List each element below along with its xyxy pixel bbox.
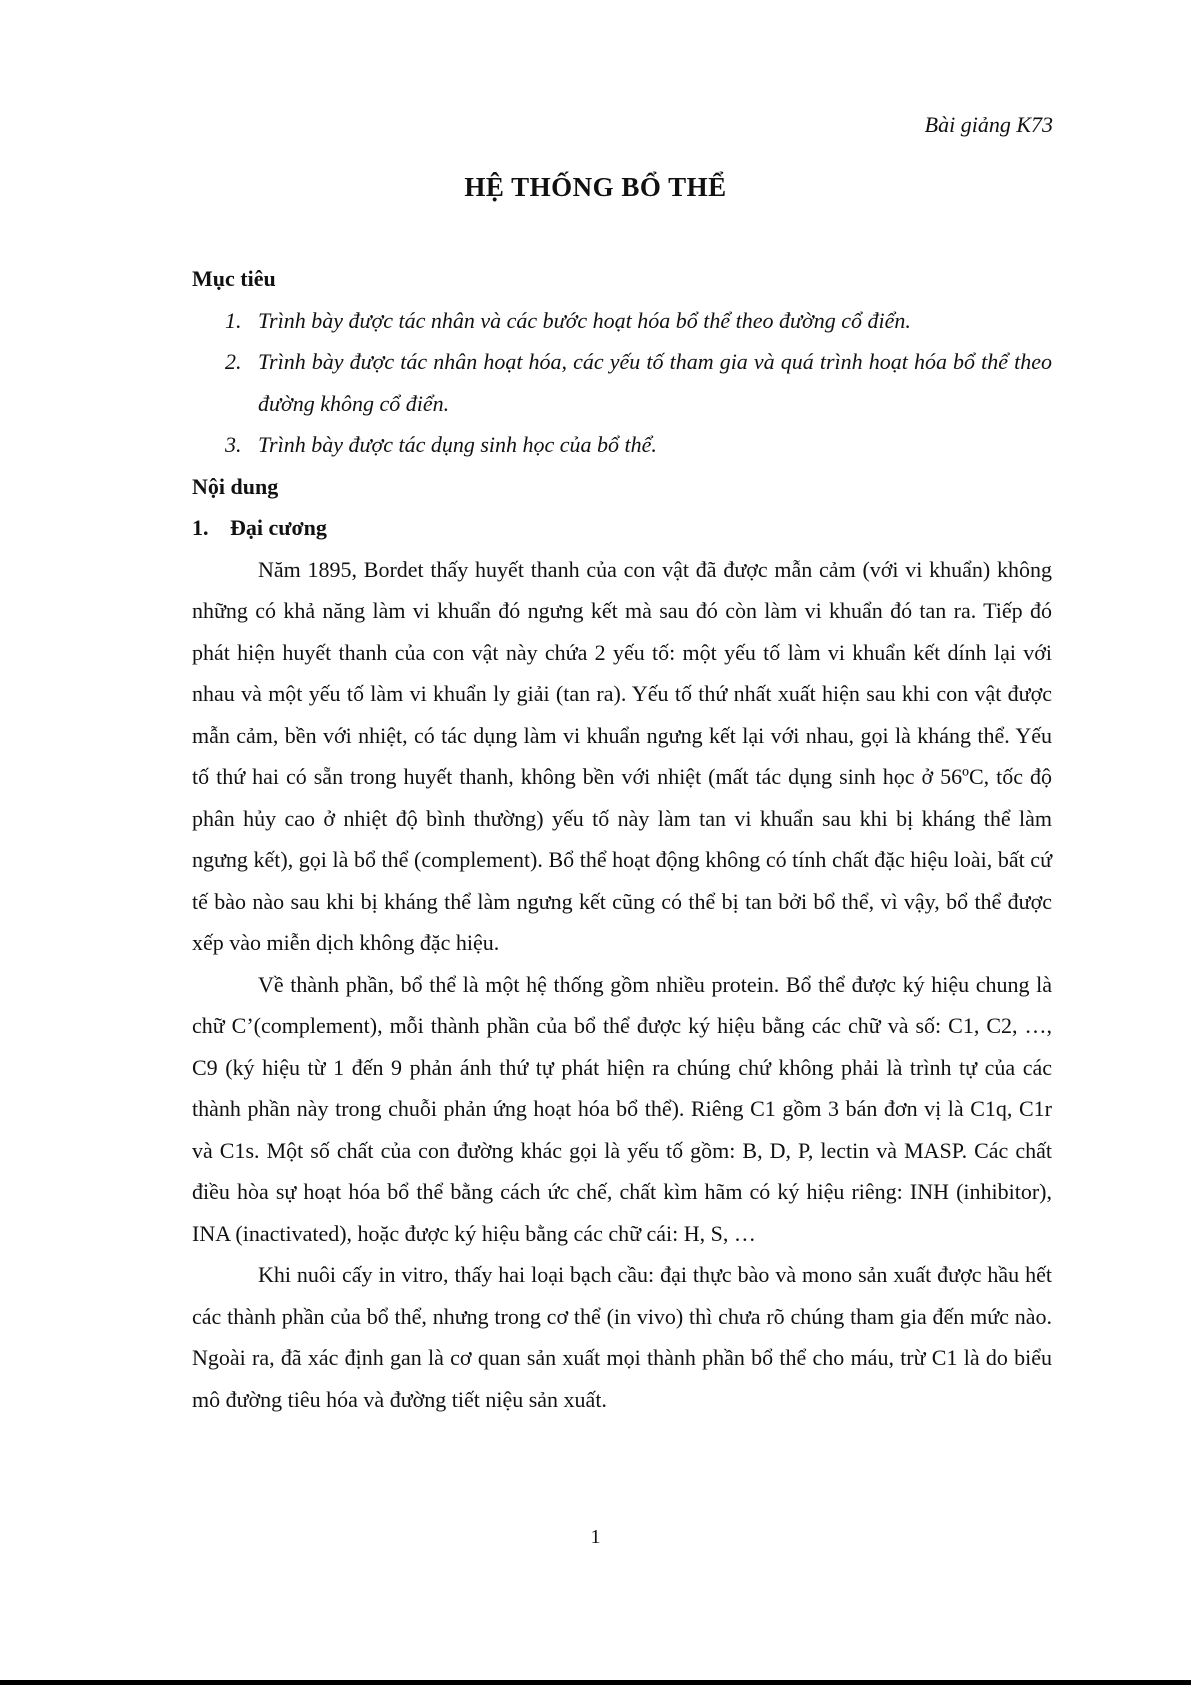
objective-item: [192, 341, 1052, 424]
body-paragraph: Khi nuôi cấy in vitro, thấy hai loại bạch cầu: đại thực bào và mono sản xuất được hầu hết các thành phần của bổ thể, nhưng trong cơ thể (in vivo) thì chưa rõ chúng tham gia đến mức nào. Ngoài ra, đã xác định gan là cơ quan sản xuất mọi thành phần bổ thể cho máu, trừ C1 là do biểu mô đường tiêu hóa và đường tiết niệu sản xuất.: [192, 1262, 1052, 1412]
bottom-border: [0, 1680, 1191, 1685]
content-heading: Nội dung: [192, 473, 279, 499]
objective-item: [192, 424, 1052, 466]
objectives-heading: Mục tiêu: [192, 266, 276, 291]
objectives-list: [192, 300, 1052, 466]
header-note: Bài giảng K73: [924, 112, 1053, 137]
objective-number: 2.: [225, 349, 242, 374]
page-number: 1: [590, 1526, 601, 1548]
body-paragraph: Năm 1895, Bordet thấy huyết thanh của con vật đã được mẫn cảm (với vi khuẩn) không những có khả năng làm vi khuẩn đó ngưng kết mà sau đó còn làm vi khuẩn đó tan ra. Tiếp đó phát hiện huyết thanh của con vật này chứa 2 yếu tố: một yếu tố làm vi khuẩn kết dính lại với nhau và một yếu tố làm vi khuẩn ly giải (tan ra). Yếu tố thứ nhất xuất hiện sau khi con vật được mẫn cảm, bền với nhiệt, có tác dụng làm vi khuẩn ngưng kết lại với nhau, gọi là kháng thể. Yếu tố thứ hai có sẵn trong huyết thanh, không bền với nhiệt (mất tác dụng sinh học ở 56ºC, tốc độ phân hủy cao ở nhiệt độ bình thường) yếu tố này làm tan vi khuẩn sau khi bị kháng thể làm ngưng kết), gọi là bổ thể (complement). Bổ thể hoạt động không có tính chất đặc hiệu loài, bất cứ tế bào nào sau khi bị kháng thể làm ngưng kết cũng có thể bị tan bởi bổ thể, vì vậy, bổ thể được xếp vào miễn dịch không đặc hiệu.: [192, 556, 1052, 955]
objective-item: [192, 300, 1052, 342]
objective-text: Trình bày được tác dụng sinh học của bổ thể.: [258, 432, 657, 457]
objective-text: Trình bày được tác nhân và các bước hoạt hóa bổ thể theo đường cổ điển.: [258, 307, 911, 333]
document-title: HỆ THỐNG BỔ THỂ: [464, 172, 727, 202]
objective-number: 3.: [225, 432, 242, 457]
body-paragraph: Về thành phần, bổ thể là một hệ thống gồm nhiều protein. Bổ thể được ký hiệu chung là chữ C’(complement), mỗi thành phần của bổ thể được ký hiệu bằng các chữ và số: C1, C2, …, C9 (ký hiệu từ 1 đến 9 phản ánh thứ tự phát hiện ra chúng chứ không phải là trình tự của các thành phần này trong chuỗi phản ứng hoạt hóa bổ thể). Riêng C1 gồm 3 bán đơn vị là C1q, C1r và C1s. Một số chất của con đường khác gọi là yếu tố gồm: B, D, P, lectin và MASP. Các chất điều hòa sự hoạt hóa bổ thể bằng cách ức chế, chất kìm hãm có ký hiệu riêng: INH (inhibitor), INA (inactivated), hoặc được ký hiệu bằng các chữ cái: H, S, …: [192, 971, 1052, 1246]
objective-text: Trình bày được tác nhân hoạt hóa, các yếu tố tham gia và quá trình hoạt hóa bổ thể theo đường không cổ điển.: [258, 349, 1052, 416]
objective-number: 1.: [225, 307, 242, 333]
section-number: 1.: [192, 515, 209, 540]
section-title: Đại cương: [230, 515, 327, 540]
section-heading: [192, 507, 1052, 549]
document-body: [192, 258, 1052, 1420]
